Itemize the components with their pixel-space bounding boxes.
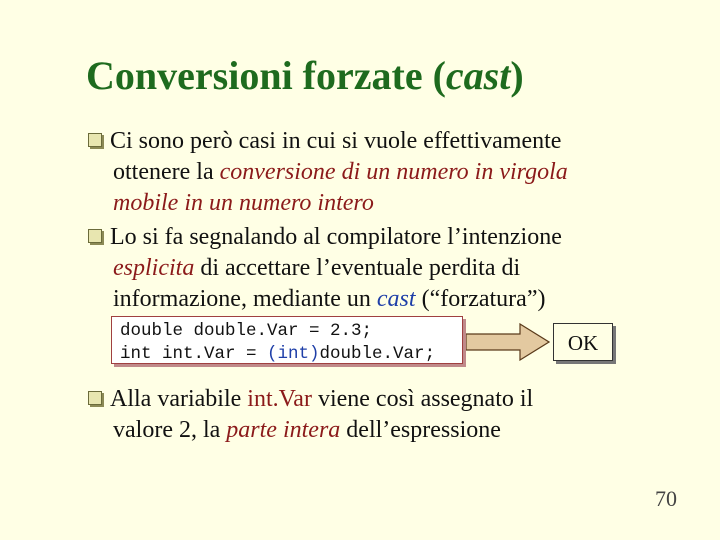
bullet-3-emphasis: parte intera [226,417,341,443]
right-arrow-icon [466,323,550,361]
bullet-1-line-3: mobile in un numero intero [113,190,374,216]
bullet-3-line-2-end: dell’espressione [340,417,501,443]
code-line-2 [120,343,462,366]
cast-keyword: (int) [267,344,320,364]
int-var-name: int.Var [247,386,312,412]
page-number: 70 [655,486,677,511]
square-bullet-icon [88,133,102,147]
code-line-2-end: double.Var; [319,344,436,364]
bullet-1-emphasis: conversione di un numero in virgola [219,159,568,185]
bullet-3-line-2: valore 2, la [113,417,227,443]
square-bullet-icon [88,229,102,243]
bullet-2-line-3: informazione, mediante un [113,286,377,312]
bullet-2-line-3-end: (“forzatura”) [415,286,546,312]
code-box [111,316,463,364]
bullet-1-line-1: Ci sono però casi in cui si vuole effettivamente [110,128,562,154]
cast-term: cast [376,286,416,312]
bullet-3-line-1-end: viene così assegnato il [311,386,534,412]
title-close: ) [510,53,524,98]
code-line-1: double double.Var = 2.3; [120,321,373,341]
title-italic: cast [445,53,511,98]
bullet-2-line-2: di accettare l’eventuale perdita di [194,255,521,281]
bullet-3 [88,384,688,446]
bullet-2 [88,222,688,315]
code-line-2-start: int int.Var = [120,344,268,364]
bullet-1-line-2: ottenere la [113,159,220,185]
bullet-3-line-1: Alla variabile [110,386,248,412]
bullet-2-line-1: Lo si fa segnalando al compilatore l’intenzione [110,224,562,250]
bullet-1 [88,126,688,219]
bullet-2-emphasis: esplicita [113,255,195,281]
square-bullet-icon [88,391,102,405]
title-text: Conversioni forzate ( [86,53,446,98]
slide-title [86,52,524,99]
ok-box: OK [553,323,613,361]
